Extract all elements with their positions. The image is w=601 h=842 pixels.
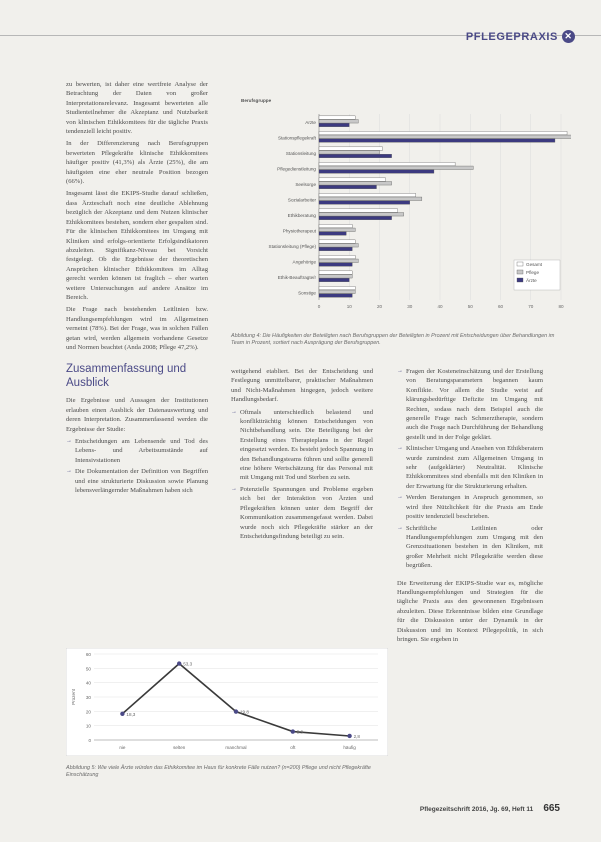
- paragraph: zu bewerten, ist daher eine wertfreie Analyse der Betrachtung der Daten von großer Interpretationsrelevanz. Insgesamt bewerteten alle Studienteilnehmer die Akzeptanz und Nutzbarkeit von klinischen Ethikkomitees für die tägliche Praxis tendenziell leicht positiv.: [66, 81, 208, 136]
- summary-paragraph: Die Ergebnisse und Aussagen der Institutionen erlauben einen Ausblick der Datenauswertung und deren Interpretation. Zusammenfassend werden die Ergebnisse der Studie:: [66, 397, 208, 433]
- y-tick-label: 10: [85, 723, 91, 729]
- category-label: Sonstige: [298, 290, 316, 296]
- bar: [319, 209, 398, 213]
- category-label: Angehörige: [292, 259, 316, 265]
- bar: [319, 275, 352, 279]
- x-tick-label: nie: [119, 745, 126, 750]
- bar: [319, 259, 358, 263]
- bar: [319, 224, 352, 228]
- category-label: Stationspflegekraft: [277, 135, 316, 141]
- middle-bullets: [231, 408, 373, 542]
- summary-bullets: [66, 437, 208, 495]
- data-label: 53,3: [183, 661, 193, 667]
- category-label: Ethikberatung: [287, 212, 316, 218]
- x-tick-label: selten: [173, 745, 186, 750]
- bullet-item: → Fragen der Kosteneinschätzung und der Erstellung von Beratungsparametern begannen kaum Konflikte. Vor allem die Studie weist auf klärungsbedürftige Defizite im Umgang mit Rechten, sodass nach dem Beispiel auch die generelle Frage nach Schmerztherapie, sondern auch die Frage nach Durchführung der Behandlung gestellt und in der Folge geklärt.: [397, 367, 543, 442]
- y-tick-label: 50: [85, 666, 91, 672]
- bar: [319, 154, 392, 158]
- y-tick-label: 20: [85, 709, 91, 715]
- bar: [319, 123, 349, 127]
- bullet-item: → Die Dokumentation der Definition von Begriffen und eine strukturierte Diskussion sowie Planung lebensverlängernder Maßnahmen haben sich: [66, 467, 208, 495]
- bar: [319, 120, 358, 124]
- bar: [319, 213, 404, 217]
- x-tick-label: 10: [346, 304, 352, 309]
- category-label: Stationsleitung (Pflege): [268, 243, 316, 249]
- paragraph: Die Frage nach bestehenden Leitlinien bzw. Handlungsempfehlungen wird im Allgemeinen verneint (78%). Bei der Frage, was in solchen Fällen getan wird, werden allgemein vorhandene Gesetze und Normen beachtet (Anda 2008; Pflege 47,2%).: [66, 306, 208, 351]
- bar: [319, 240, 355, 244]
- bar: [319, 278, 349, 282]
- bar: [319, 232, 346, 236]
- category-label: Stationsleitung: [285, 150, 316, 156]
- paragraph: weitgehend etabliert. Bei der Entscheidung und Festlegung unmittelbarer, praktischer Maßnahmen und Nicht-Maßnahmen hingegen, jedoch weitere Handlungsbedarf.: [231, 368, 373, 404]
- bar: [319, 228, 355, 232]
- right-column: [397, 367, 543, 647]
- bar: [319, 271, 352, 275]
- bar: [319, 170, 434, 174]
- journal-info: Pflegezeitschrift 2016, Jg. 69, Heft 11: [419, 806, 534, 813]
- figure-top: [231, 92, 571, 362]
- bar: [319, 193, 416, 197]
- bar: [319, 201, 410, 205]
- bullet-item: → Oftmals unterschiedlich belastend und konfliktträchtig können Entscheidungen von Nichtbehandlung sein. Die Beteiligung bei der Erstellung eines Therapieplans in der Regel eingesetzt werden. Es besteht jedoch Spannung in den Behandlungsteams führen und sollte generell eine höhere Wertschätzung für das Personal mit mit Umgang mit Tod und Sterben zu sein.: [231, 408, 373, 483]
- bar: [319, 216, 392, 220]
- figure-caption: Abbildung 4: Die Häufigkeiten der Beteiligten nach Berufsgruppen der Beteiligten in Prozent mit Entscheidungen über Behandlungen im Team in Prozent, sortiert nach Ausprägung der Berufsgruppen.: [231, 333, 555, 346]
- legend-label: Pflege: [526, 270, 540, 275]
- data-label: 18,3: [126, 711, 136, 717]
- x-tick-label: 50: [467, 304, 473, 309]
- bullet-item: → Entscheidungen am Lebensende und Tod des Lebens- und Arbeitsumstände auf Intensivstationen: [66, 437, 208, 465]
- x-tick-label: häufig: [343, 745, 356, 750]
- footer: [360, 803, 560, 814]
- data-point: [120, 712, 124, 716]
- y-tick-label: 40: [85, 680, 91, 686]
- bar: [319, 197, 422, 201]
- bar: [319, 255, 355, 259]
- bar: [319, 290, 355, 294]
- bar: [319, 263, 352, 267]
- x-icon: ✕: [562, 30, 575, 43]
- y-tick-label: 60: [85, 652, 91, 657]
- bar: [319, 162, 455, 166]
- line-chart: [66, 648, 388, 756]
- data-point: [177, 661, 181, 665]
- bar: [319, 139, 555, 143]
- chart-title: Berufsgruppe: [241, 98, 272, 103]
- bullet-item: → Schriftliche Leitlinien oder Handlungsempfehlungen zum Umgang mit den Grenzsituationen bestehen in den Kliniken, mit großer Mehrheit nicht Pflegekräfte werden diese begrüßen.: [397, 524, 543, 571]
- bar: [319, 131, 567, 135]
- bar: [319, 244, 358, 248]
- data-point: [291, 729, 295, 733]
- bar: [319, 286, 355, 290]
- paragraph: Insgesamt lässt die EKIPS-Studie darauf schließen, dass Ärzteschaft noch eine deutliche Ablehnung bezüglich der Akzeptanz und dem Nutzen klinischer Ethikkomitees bestehen, sondern eher gespalten sind. Für die klinischen Ethikkomitees im Umgang mit Kliniken sind erfolgs-orientierte Erfolgsindikatoren abzuleiten. Signifikanz-Niveau bei Vorsicht festgelegt. Ob die Ergebnisse der theoretischen Ansprüchen klinischer Ethikkomitees im Alltag gerecht werden können ist fraglich – eher warten weitere Untersuchungen auf andere Ansätze im Bereich.: [66, 190, 208, 301]
- page-number: 665: [543, 803, 560, 814]
- bullet-item: → Werden Beratungen in Anspruch genommen, so wird ihre Nützlichkeit für die Praxis am Ende positiv tendenziell beschrieben.: [397, 493, 543, 521]
- bar-chart: [231, 92, 571, 322]
- middle-column: [231, 367, 373, 543]
- x-tick-label: oft: [290, 745, 296, 750]
- bar: [319, 166, 473, 170]
- data-point: [234, 709, 238, 713]
- right-bullets: [397, 367, 543, 571]
- figure-caption: Abbildung 5: Wie viele Ärzte würden das Ethikkomitee im Haus für konkrete Fälle nutzen? (n=200) Pflege und nicht Pflegekräfte Einschätzung: [66, 765, 371, 778]
- bar: [319, 151, 380, 155]
- category-label: Arzte: [305, 119, 316, 125]
- y-axis-label: Prozent: [71, 689, 76, 705]
- closing-paragraph: Die Erweiterung der EKIPS-Studie war es, mögliche Handlungsempfehlungen und Strategien für die tägliche Praxis aus den gewonnenen Ergebnissen abzuleiten. Diese Erkenntnisse bilden eine Grundlage für die Diskussion unter der Dynamik in der Diskussion und im Kontext Pflegepolitik, in sich bringen. Sie ergeben in: [397, 579, 543, 643]
- bar: [319, 116, 355, 120]
- legend-label: Gesamt: [526, 262, 543, 267]
- x-tick-label: 80: [558, 304, 564, 309]
- y-tick-label: 0: [88, 738, 91, 743]
- x-tick-label: 70: [528, 304, 534, 309]
- bar: [319, 185, 376, 189]
- x-tick-label: 60: [497, 304, 504, 309]
- bar: [319, 135, 571, 139]
- data-label: 19,8: [240, 709, 249, 715]
- section-brand: [466, 30, 575, 43]
- brand-label: PFLEGEPRAXIS: [465, 30, 558, 43]
- bar: [319, 294, 352, 298]
- category-label: Sozialarbeiter: [287, 197, 316, 203]
- x-tick-label: 0: [317, 304, 321, 309]
- category-label: Pflegedienstleitung: [277, 166, 316, 172]
- legend-label: Ärzte: [526, 278, 537, 283]
- bar: [319, 178, 386, 182]
- section-title: Zusammenfassung und Ausblick: [66, 363, 187, 390]
- figure-bottom: [66, 648, 388, 778]
- data-label: 2,8: [353, 733, 360, 739]
- data-point: [347, 734, 351, 738]
- left-column: [66, 80, 208, 497]
- x-tick-label: manchmal: [225, 745, 247, 750]
- bullet-item: → Potenzielle Spannungen und Probleme ergeben sich bei der Interaktion von Ärzten und Pflegekräften können unter dem Begriff der Kommunikation zusammengefasst werden. Dabei wurde noch sich Pflegekräfte stärker an der Entscheidungsfindung beteiligt zu sein.: [231, 485, 373, 541]
- bar: [319, 247, 352, 251]
- category-label: Seelsorge: [295, 181, 316, 187]
- bar: [319, 147, 383, 151]
- category-label: Ethik-Beauftragte/r: [277, 274, 316, 280]
- bar: [319, 182, 392, 186]
- bullet-item: → Klinischer Umgang und Ansehen von Ethikberatern wurde zumindest zum Allgemeinen Umgang in sehr (aufgeklärter) Neutralität. Klinische Ethikkommitees sind ebenfalls mit den Kliniken in der Erwartung für die Strukturierung erhalten.: [397, 444, 543, 491]
- data-label: 5,9: [296, 729, 304, 735]
- legend-swatch: [517, 262, 523, 266]
- x-tick-label: 30: [407, 304, 413, 309]
- paragraph: In der Differenzierung nach Berufsgruppen bewerteten Pflegekräfte klinische Ethikkomitees häufiger positiv (41,3%) als Ärzte (25%), die am häufigsten eine eher neutrale Position bezogen (66%).: [66, 140, 208, 186]
- x-tick-label: 40: [437, 304, 443, 309]
- legend-swatch: [517, 278, 523, 282]
- category-label: Physiotherapeut: [282, 228, 316, 234]
- legend-swatch: [517, 270, 523, 274]
- y-tick-label: 30: [85, 695, 91, 700]
- x-tick-label: 20: [376, 304, 383, 309]
